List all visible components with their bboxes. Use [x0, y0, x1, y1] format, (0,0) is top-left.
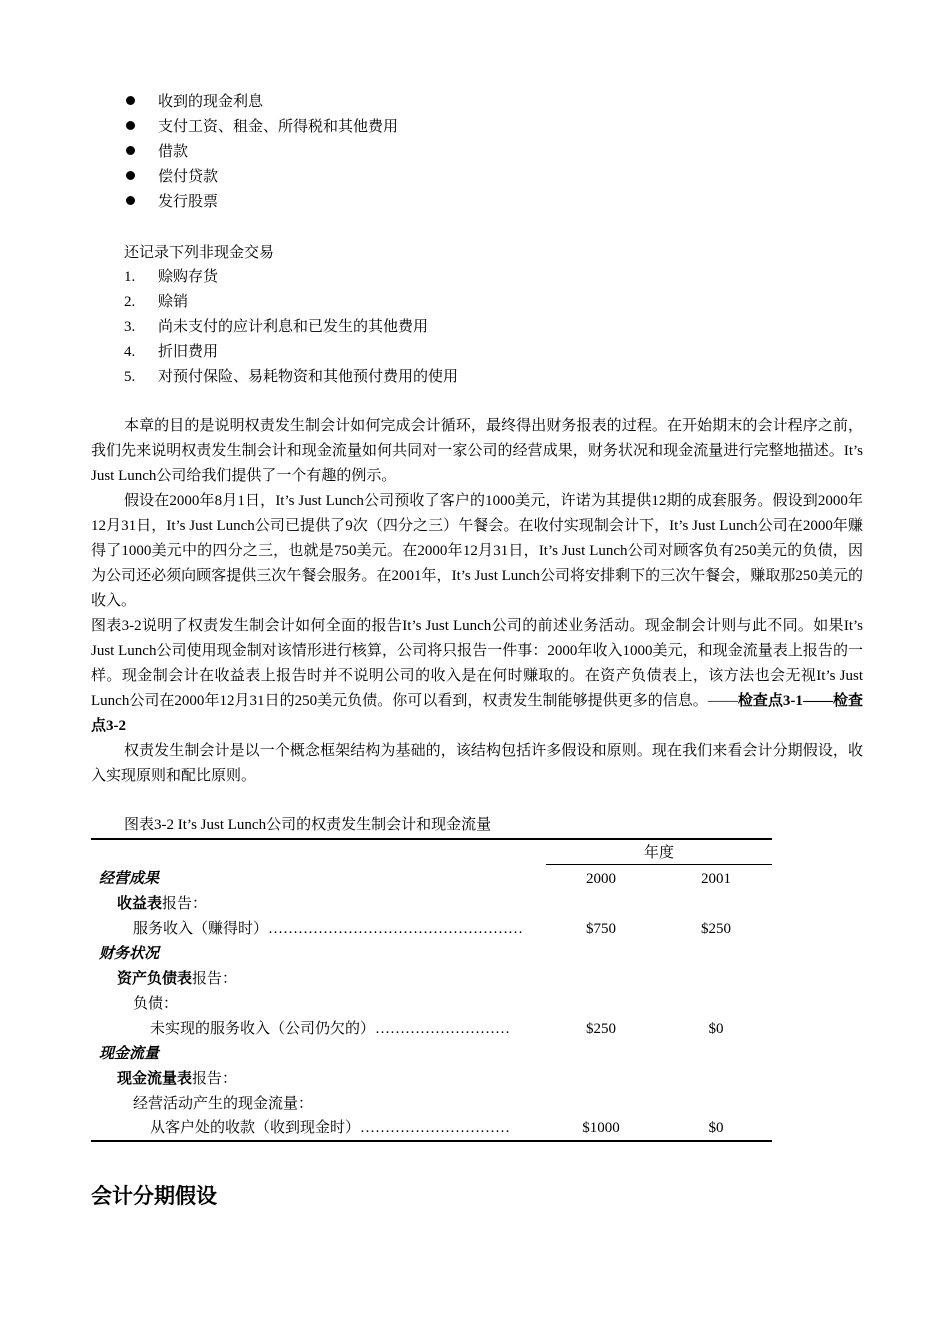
- section-cash-flows: 现金流量: [99, 1046, 160, 1062]
- table-row: 从客户处的收款（收到现金时）………………………… $1000 $0: [150, 1120, 724, 1136]
- bullet-icon: [124, 115, 158, 140]
- paragraph-1: 本章的目的是说明权责发生制会计如何完成会计循环，最终得出财务报表的过程。在开始期末的会计程序之前，我们先来说明权责发生制会计和现金流量如何共同对一家公司的经营成果，财务状况和现金流量进行完整地描述。It’s Just Lunch公司给我们提供了一个有趣的例示。: [91, 418, 863, 484]
- list-item: 偿付贷款: [124, 165, 398, 190]
- table-row: 服务收入（赚得时）…………………………………………… $750 $250: [133, 921, 731, 937]
- table-row: 未实现的服务收入（公司仍欠的）……………………… $250 $0: [150, 1021, 724, 1037]
- noncash-intro: 还记录下列非现金交易: [124, 245, 275, 261]
- table-row: 经营成果 2000 2001: [91, 867, 772, 892]
- list-item: 收到的现金利息: [124, 90, 398, 115]
- table-row: 负债：: [133, 996, 179, 1012]
- year-header: 年度: [643, 845, 674, 861]
- exhibit-table: [91, 838, 772, 1140]
- list-item: 2. 赊销: [124, 294, 189, 310]
- cash-items-list: [124, 90, 398, 215]
- exhibit-caption: 图表3-2 It’s Just Lunch公司的权责发生制会计和现金流量: [124, 817, 492, 833]
- table-row: 现金流量表报告：: [117, 1071, 238, 1087]
- bullet-icon: [124, 90, 158, 115]
- bullet-icon: [124, 140, 158, 165]
- list-item: 3. 尚未支付的应计利息和已发生的其他费用: [124, 319, 429, 335]
- list-item: 支付工资、租金、所得税和其他费用: [124, 115, 398, 140]
- bullet-icon: [124, 190, 158, 215]
- table-row: [91, 1042, 772, 1067]
- table-top-rule: [91, 838, 772, 840]
- table-row: 经营活动产生的现金流量：: [133, 1096, 314, 1112]
- paragraph-2: 假设在2000年8月1日，It’s Just Lunch公司预收了客户的1000美元，许诺为其提供12期的成套服务。假设到2000年12月31日，It’s Just Lunch公司已提供了9次（四分之三）午餐会。在收付实现制会计下，It’s Just Lunch公司在2000年赚得了1000美元中的四分之三，也就是750美元。在2000年12月31日，It’s Just Lunch公司对顾客负有250美元的负债，因为公司还必须向顾客提供三次午餐会服务。在2001年，It’s Just Lunch公司将安排剩下的三次午餐会，赚取那250美元的收入。: [91, 493, 863, 609]
- section-heading: 会计分期假设: [91, 1184, 217, 1208]
- list-item: 1. 赊购存货: [124, 269, 219, 285]
- paragraph-4: 权责发生制会计是以一个概念框架结构为基础的，该结构包括许多假设和原则。现在我们来看会计分期假设，收入实现原则和配比原则。: [91, 743, 863, 784]
- bullet-icon: [124, 165, 158, 190]
- section-operating-results: 经营成果: [99, 871, 160, 887]
- table-row: [91, 841, 772, 866]
- table-row: 收益表报告：: [117, 896, 208, 912]
- checkpoint-3-1[interactable]: 检查点3-1: [737, 693, 803, 709]
- noncash-items-list: [124, 265, 458, 390]
- checkpoint-3-2[interactable]: 检查点3-2: [91, 693, 863, 734]
- list-item: 5. 对预付保险、易耗物资和其他预付费用的使用: [124, 369, 459, 385]
- list-item: 发行股票: [124, 190, 398, 215]
- table-row: [91, 942, 772, 967]
- list-item: 4. 折旧费用: [124, 344, 219, 360]
- table-row: 资产负债表报告：: [117, 971, 238, 987]
- section-financial-position: 财务状况: [99, 946, 160, 962]
- paragraph-3: 图表3-2说明了权责发生制会计如何全面的报告It’s Just Lunch公司的前述业务活动。现金制会计则与此不同。如果It’s Just Lunch公司使用现金制对该情形进行核算，公司将只报告一件事：2000年收入1000美元，和现金流量表上报告的一样。现金制会计在收益表上报告时并不说明公司的收入是在何时赚取的。在资产负债表上，该方法也会无视It’s Just Lunch公司在2000年12月31日的250美元负债。你可以看到，权责发生制能够提供更多的信息。——检查点3-1——检查点3-2: [91, 618, 863, 734]
- list-item: 借款: [124, 140, 398, 165]
